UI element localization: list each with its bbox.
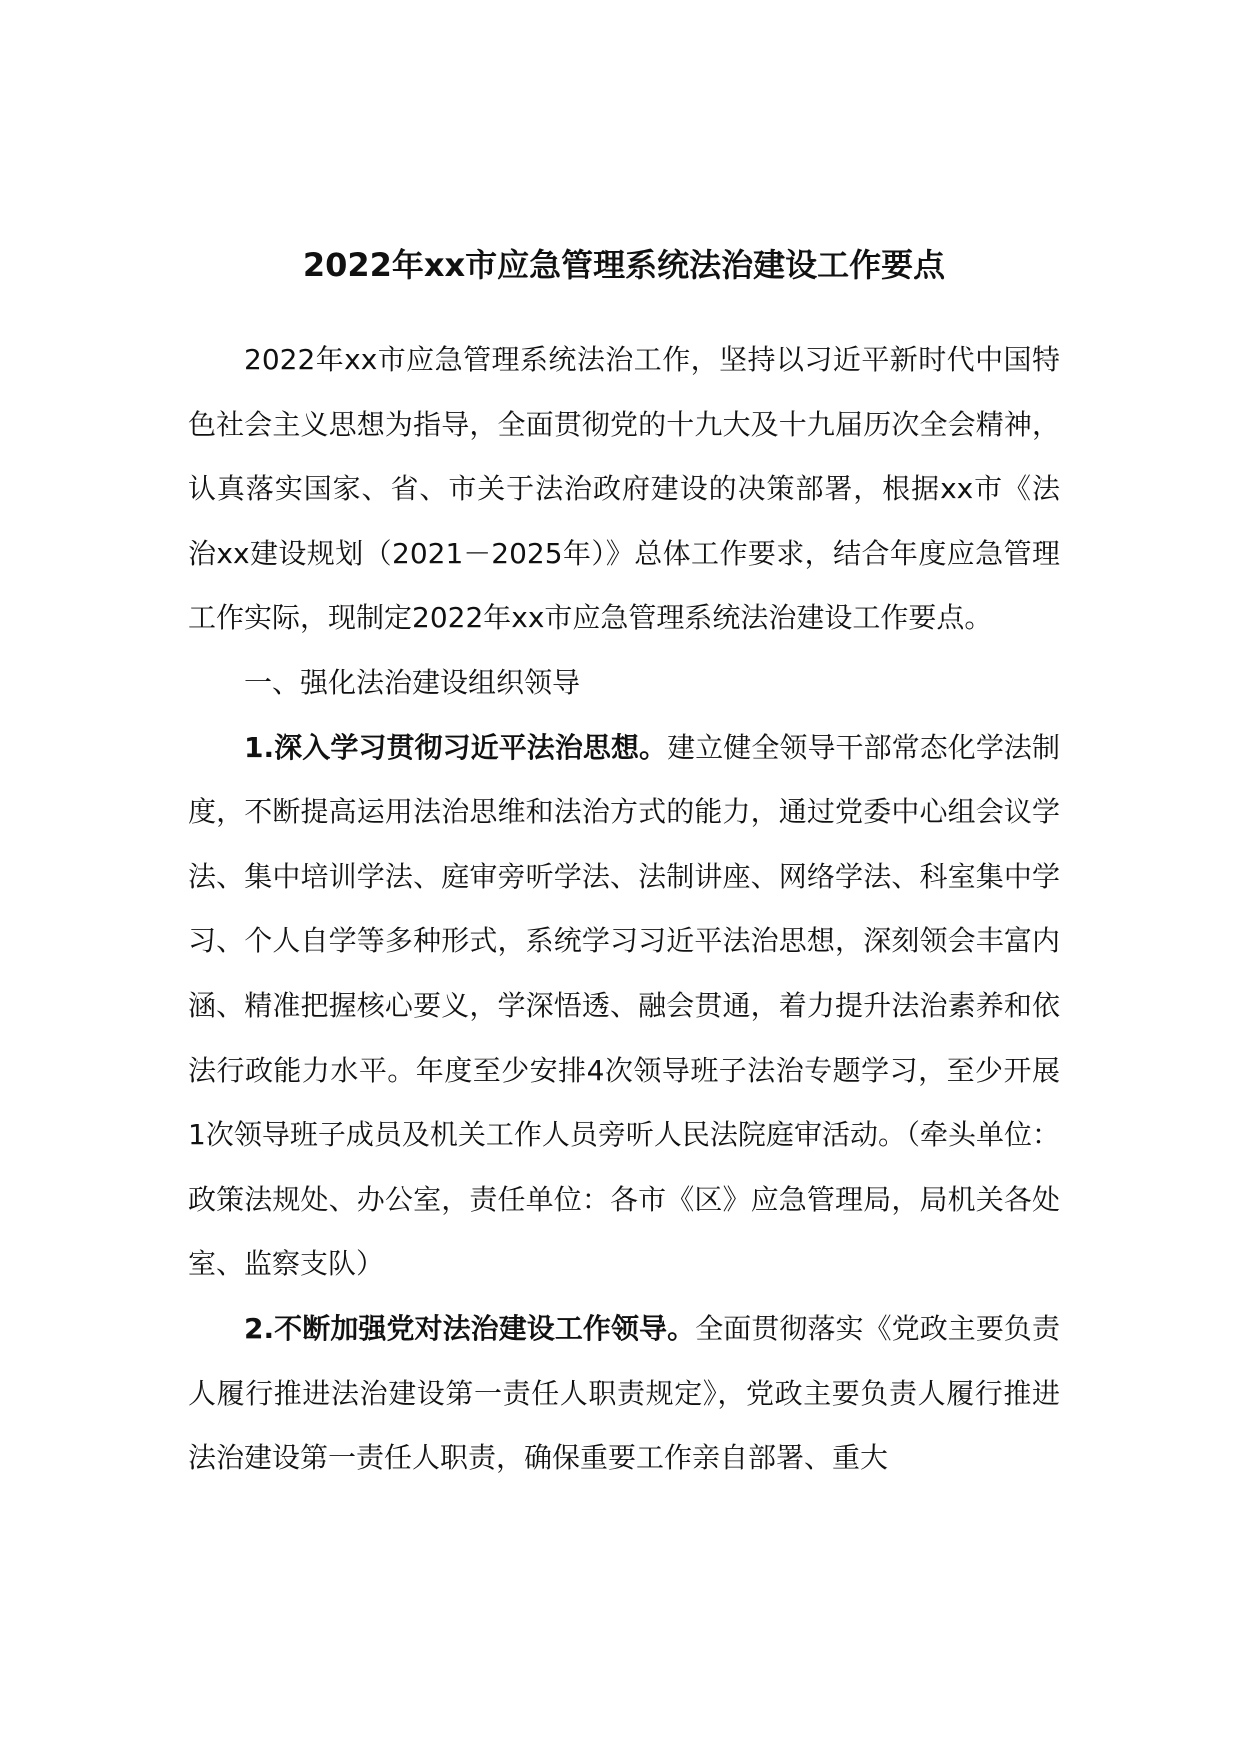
intro-paragraph: 2022年xx市应急管理系统法治工作，坚持以习近平新时代中国特色社会主义思想为指导，全面贯彻党的十九大及十九届历次全会精神，认真落实国家、省、市关于法治政府建设的决策部署，根据xx市《法治xx建设规划（2021－2025年）》总体工作要求，结合年度应急管理工作实际，现制定2022年xx市应急管理系统法治建设工作要点。 [188,343,1060,635]
section-item-body: 全面贯彻落实《党政主要负责人履行推进法治建设第一责任人职责规定》，党政主要负责人履行推进法治建设第一责任人职责，确保重要工作亲自部署、重大 [188,1311,1060,1475]
document-title: 2022年xx市应急管理系统法治建设工作要点 [302,246,946,285]
section-item [188,1297,1060,1491]
section-heading: 一、强化法治建设组织领导 [244,665,581,699]
document-body [188,328,1060,1491]
document-page [188,0,1060,1754]
section-item-body: 建立健全领导干部常态化学法制度，不断提高运用法治思维和法治方式的能力，通过党委中心组会议学法、集中培训学法、庭审旁听学法、法制讲座、网络学法、科室集中学习、个人自学等多种形式，系统学习习近平法治思想，深刻领会丰富内涵、精准把握核心要义，学深悟透、融会贯通，着力提升法治素养和依法行政能力水平。年度至少安排4次领导班子法治专题学习，至少开展1次领导班子成员及机关工作人员旁听人民法院庭审活动。（牵头单位：政策法规处、办公室，责任单位：各市《区》应急管理局，局机关各处室、监察支队） [188,730,1060,1281]
section-item [188,716,1060,1297]
section-item-heading: 2.不断加强党对法治建设工作领导。 [244,1311,696,1345]
section-item-heading: 1.深入学习贯彻习近平法治思想。 [244,730,668,764]
